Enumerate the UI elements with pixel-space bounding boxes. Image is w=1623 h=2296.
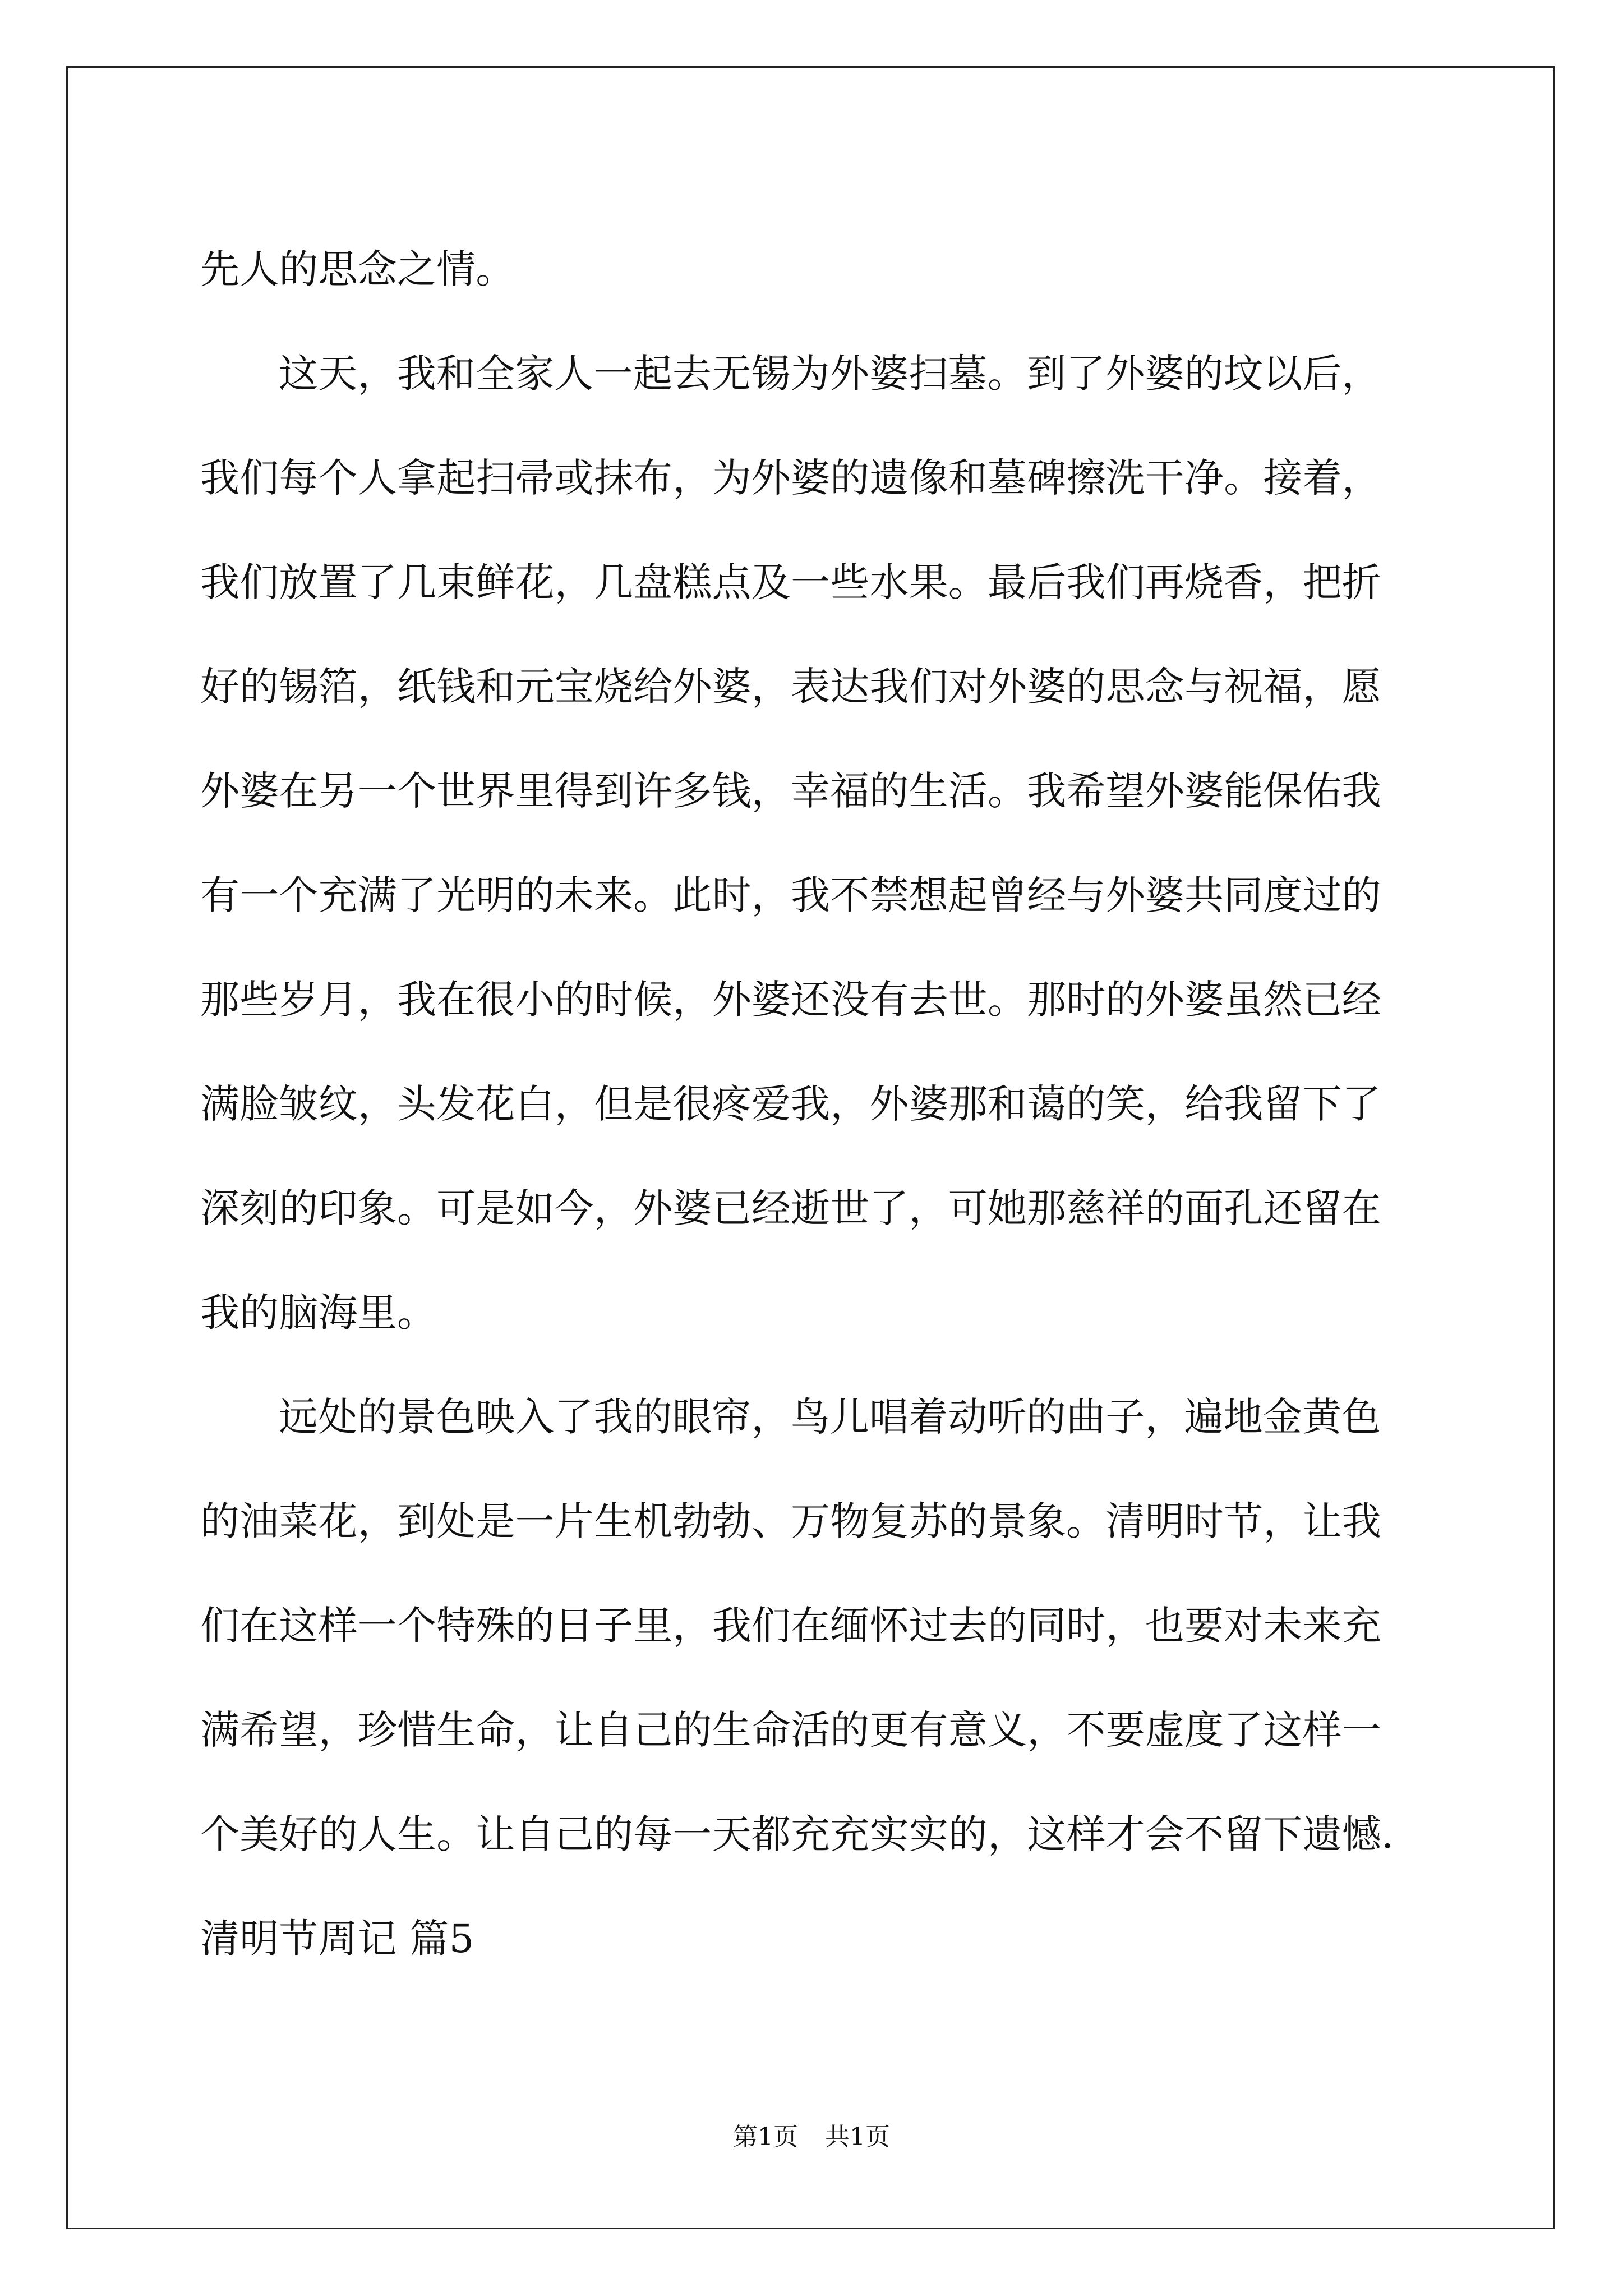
text-line: 们在这样一个特殊的日子里，我们在缅怀过去的同时，也要对未来充 (200, 1603, 1381, 1649)
section-heading: 清明节周记 篇5 (200, 1916, 474, 1962)
text-line: 我们每个人拿起扫帚或抹布，为外婆的遗像和墓碑擦洗干净。接着， (200, 455, 1381, 501)
text-line: 我的脑海里。 (200, 1290, 437, 1336)
text-line: 远处的景色映入了我的眼帘，鸟儿唱着动听的曲子，遍地金黄色 (279, 1394, 1381, 1440)
page-footer (0, 2122, 1623, 2153)
text-line: 深刻的印象。可是如今，外婆已经逝世了，可她那慈祥的面孔还留在 (200, 1185, 1381, 1231)
text-line: 好的锡箔，纸钱和元宝烧给外婆，表达我们对外婆的思念与祝福，愿 (200, 664, 1381, 710)
text-line: 满脸皱纹，头发花白，但是很疼爱我，外婆那和蔼的笑，给我留下了 (200, 1081, 1381, 1127)
document-body (200, 217, 1430, 1991)
text-line: 外婆在另一个世界里得到许多钱，幸福的生活。我希望外婆能保佑我 (200, 768, 1381, 814)
text-line: 我们放置了几束鲜花，几盘糕点及一些水果。最后我们再烧香，把折 (200, 559, 1381, 605)
text-line: 这天，我和全家人一起去无锡为外婆扫墓。到了外婆的坟以后， (279, 351, 1381, 397)
page-number: 第1页 (733, 2123, 798, 2151)
text-line: 先人的思念之情。 (200, 246, 515, 292)
text-line: 的油菜花，到处是一片生机勃勃、万物复苏的景象。清明时节，让我 (200, 1498, 1381, 1544)
text-line: 个美好的人生。让自己的每一天都充充实实的，这样才会不留下遗憾. (200, 1811, 1394, 1857)
text-line: 那些岁月，我在很小的时候，外婆还没有去世。那时的外婆虽然已经 (200, 977, 1381, 1023)
text-line: 满希望，珍惜生命，让自己的生命活的更有意义，不要虚度了这样一 (200, 1707, 1381, 1753)
text-line: 有一个充满了光明的未来。此时，我不禁想起曾经与外婆共同度过的 (200, 872, 1381, 918)
page-total: 共1页 (825, 2123, 890, 2151)
